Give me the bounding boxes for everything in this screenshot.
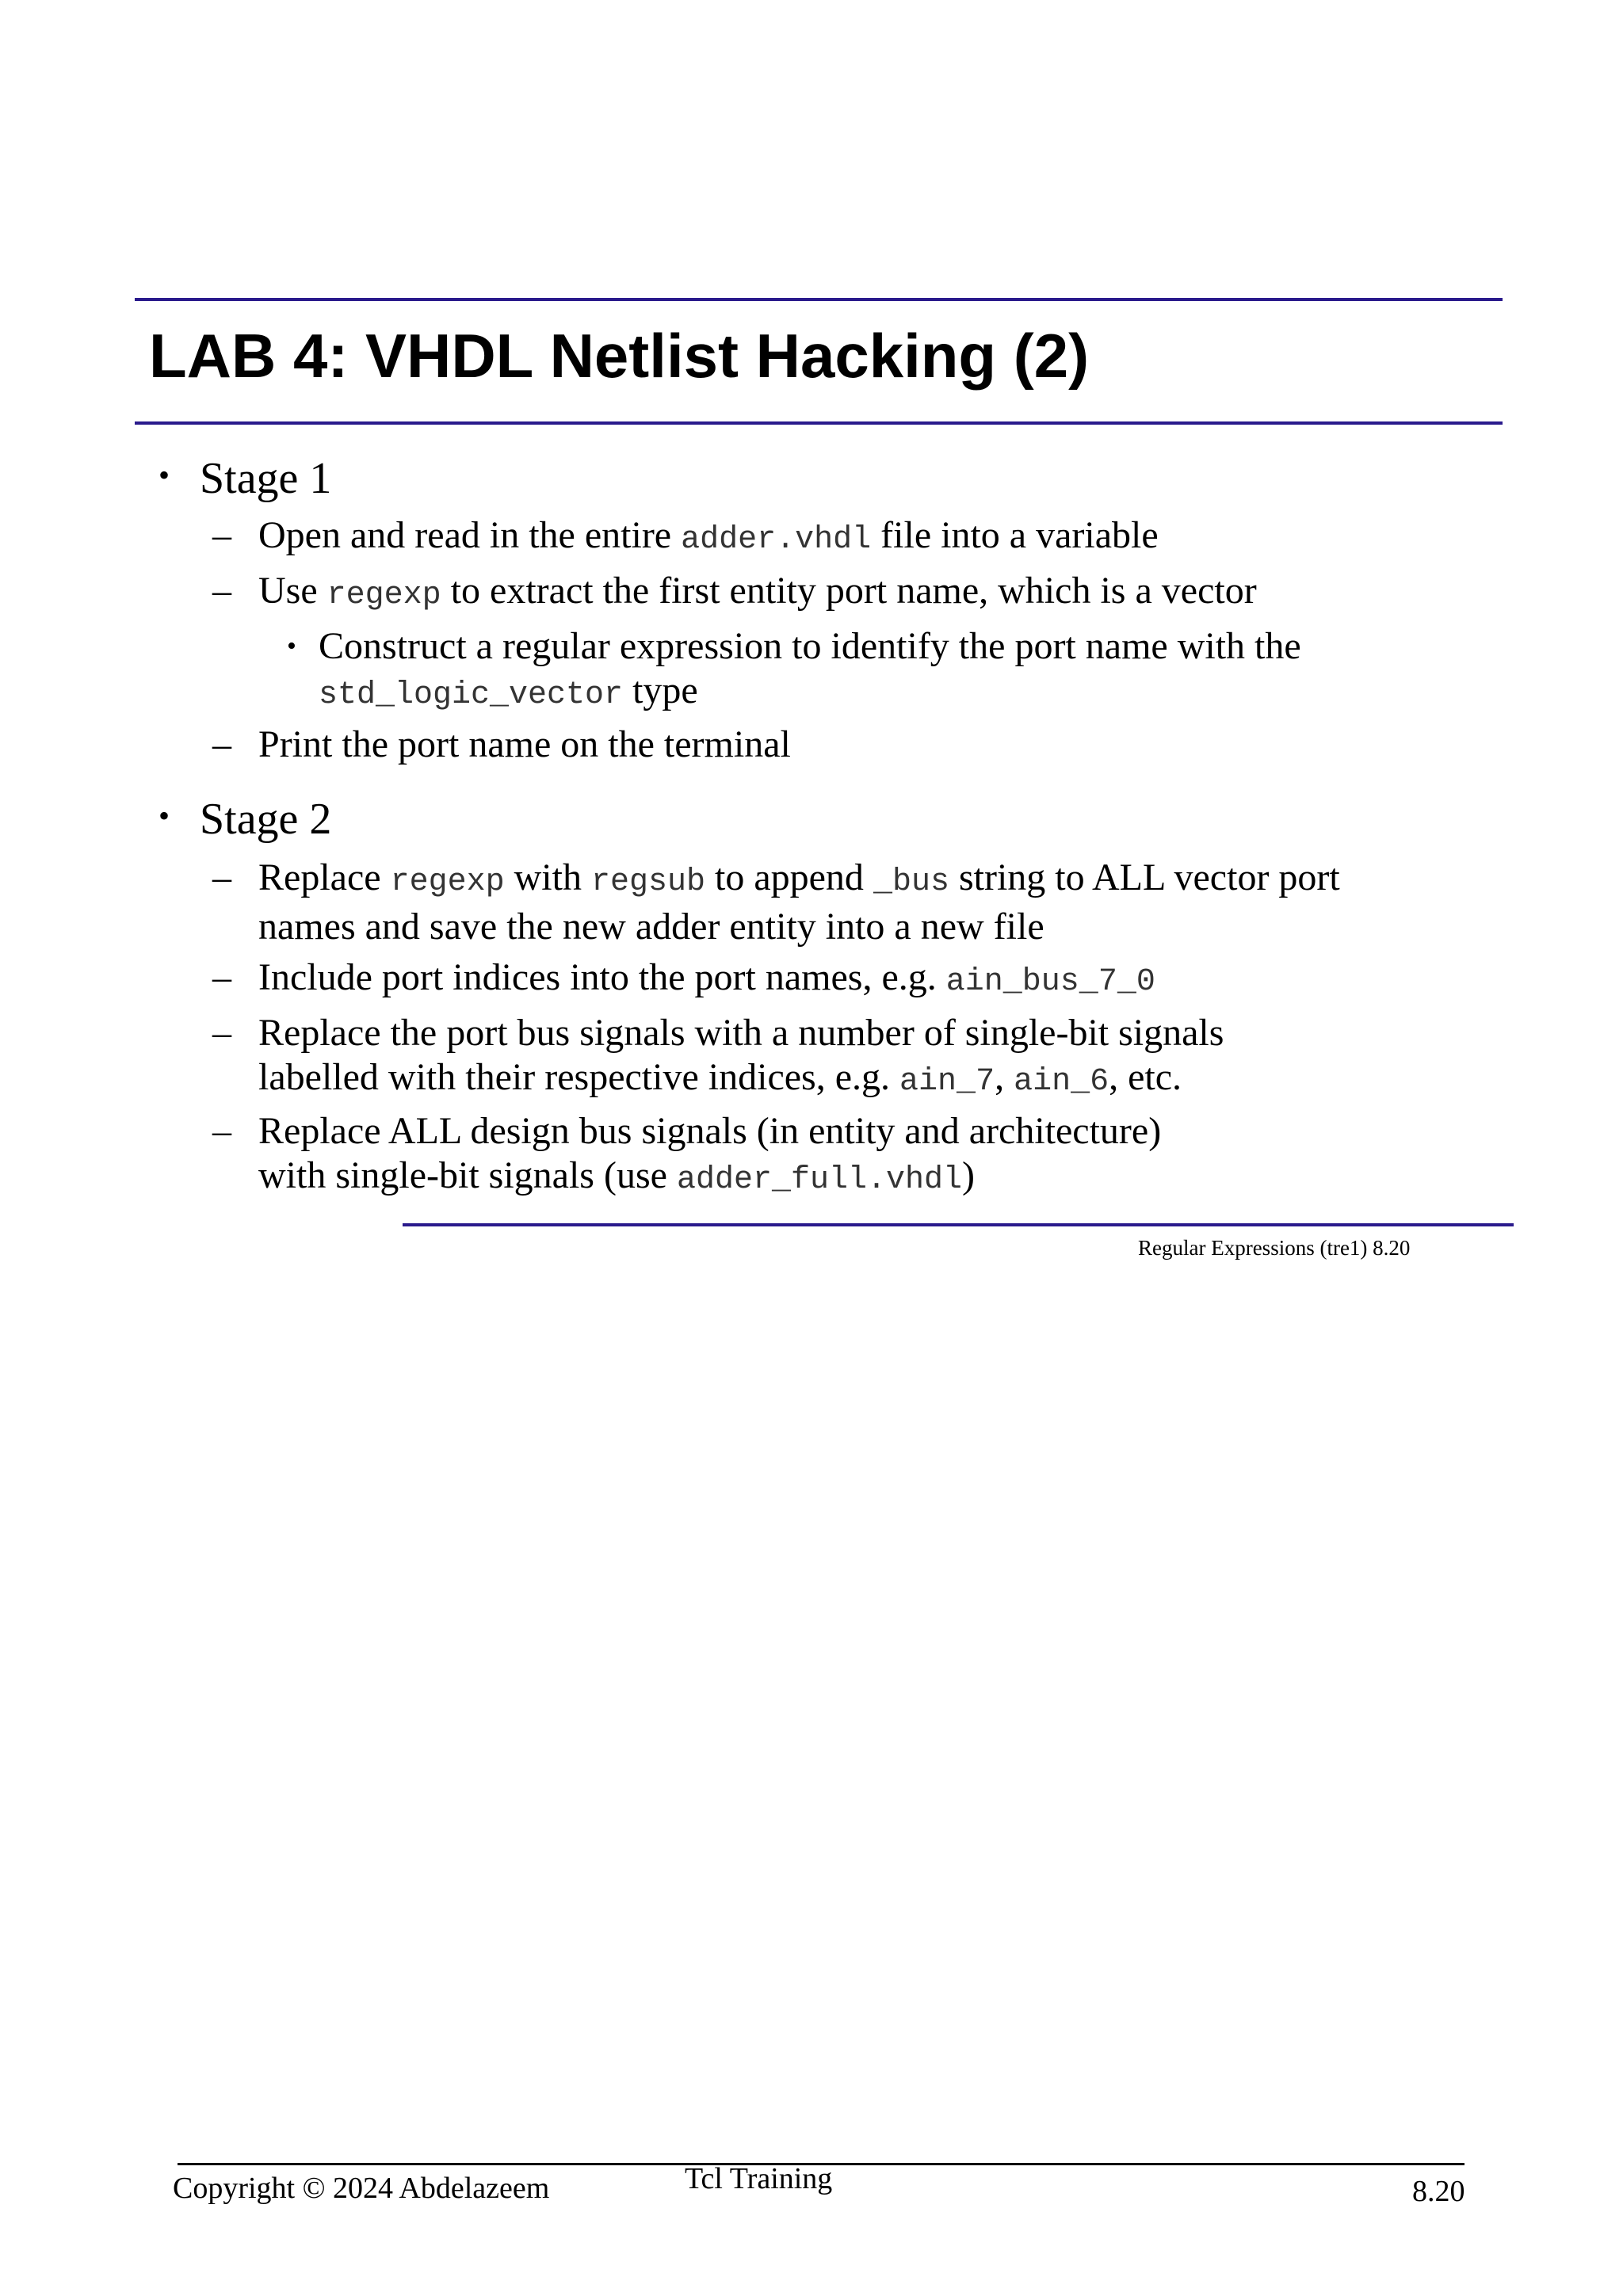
footer-center-text: Tcl Training bbox=[685, 2162, 833, 2195]
dash-icon: – bbox=[212, 723, 231, 765]
bullet-icon: • bbox=[287, 631, 296, 661]
dash-icon: – bbox=[212, 956, 231, 998]
code-regsub: regsub bbox=[590, 864, 705, 900]
dash-icon: – bbox=[212, 570, 231, 612]
bullet-icon: • bbox=[158, 798, 170, 833]
dash-icon: – bbox=[212, 856, 231, 898]
code-ain-6: ain_6 bbox=[1014, 1064, 1109, 1100]
dash-icon: – bbox=[212, 514, 231, 556]
title-top-rule bbox=[135, 298, 1503, 301]
code-adder-full-vhdl: adder_full.vhdl bbox=[676, 1162, 963, 1198]
bullet-icon: • bbox=[158, 457, 170, 493]
page-number: 8.20 bbox=[1412, 2175, 1465, 2208]
dash-icon: – bbox=[212, 1012, 231, 1054]
code-ain-7: ain_7 bbox=[899, 1064, 995, 1100]
code-adder-vhdl: adder.vhdl bbox=[681, 522, 872, 558]
code-std-logic-vector: std_logic_vector bbox=[319, 677, 624, 713]
slide-footer-label: Regular Expressions (tre1) 8.20 bbox=[1138, 1236, 1411, 1260]
title-bottom-rule bbox=[135, 421, 1503, 425]
code-regexp: regexp bbox=[390, 864, 505, 900]
dash-icon: – bbox=[212, 1110, 231, 1152]
code-ain-bus-7-0: ain_bus_7_0 bbox=[945, 964, 1155, 1000]
code-bus: _bus bbox=[873, 864, 949, 900]
code-regexp: regexp bbox=[327, 578, 441, 613]
copyright-text: Copyright © 2024 Abdelazeem bbox=[173, 2172, 550, 2205]
page-title: LAB 4: VHDL Netlist Hacking (2) bbox=[149, 321, 1090, 391]
slide-footer-rule bbox=[403, 1223, 1514, 1226]
